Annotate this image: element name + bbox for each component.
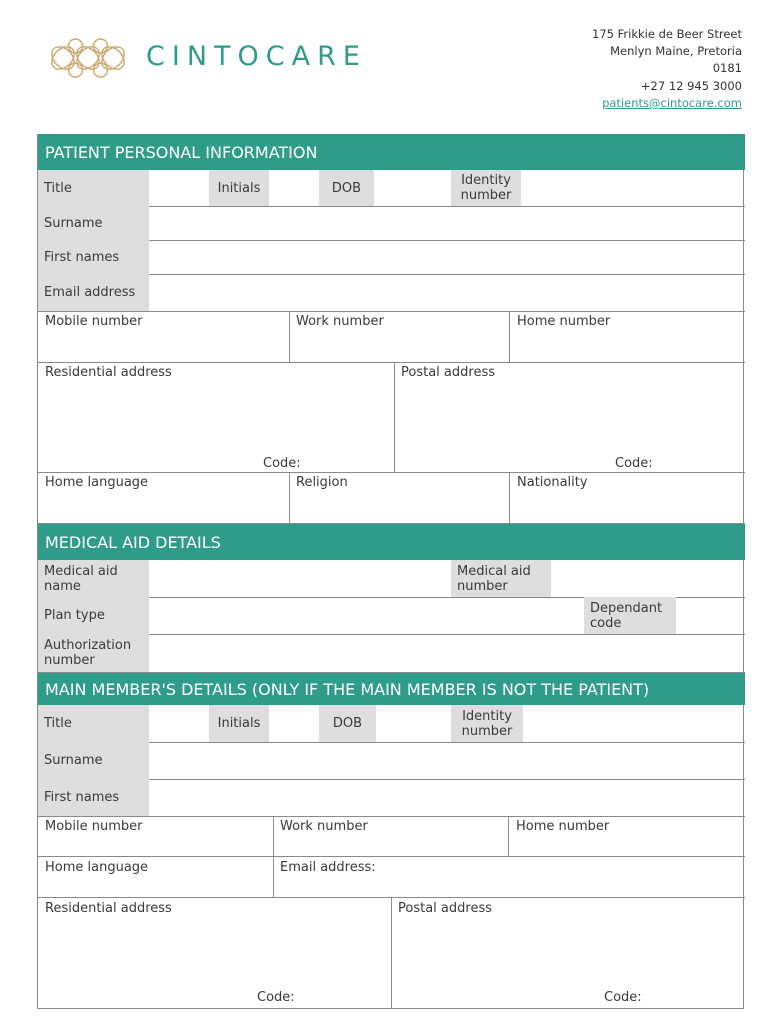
field-medical-aid-name[interactable] xyxy=(149,560,451,597)
field-first-names[interactable] xyxy=(149,240,745,274)
label-plan-type: Plan type xyxy=(38,597,149,634)
section-heading-main-member: MAIN MEMBER'S DETAILS (ONLY IF THE MAIN MEMBER IS NOT THE PATIENT) xyxy=(38,673,745,705)
field-mobile-number[interactable] xyxy=(38,330,289,362)
label-postal-code: Code: xyxy=(615,456,653,471)
address-street: 175 Frikkie de Beer Street xyxy=(592,27,742,41)
section-heading-patient: PATIENT PERSONAL INFORMATION xyxy=(38,134,745,170)
address-email-link[interactable]: patients@cintocare.com xyxy=(602,95,742,110)
label-nationality: Nationality xyxy=(517,475,588,490)
brand-name: CINTOCARE xyxy=(146,41,367,72)
label-member-postal-address: Postal address xyxy=(398,901,492,916)
label-member-surname: Surname xyxy=(38,742,149,779)
field-member-postal-address[interactable] xyxy=(391,918,745,1009)
logo xyxy=(38,30,398,86)
label-member-dob: DOB xyxy=(319,705,376,742)
label-dob: DOB xyxy=(319,170,374,206)
field-home-number[interactable] xyxy=(509,330,745,362)
field-residential-address[interactable] xyxy=(38,382,394,472)
field-authorization-number[interactable] xyxy=(149,634,745,672)
field-member-identity-number[interactable] xyxy=(523,705,745,742)
label-surname: Surname xyxy=(38,206,149,240)
field-member-residential-address[interactable] xyxy=(38,918,391,1009)
label-religion: Religion xyxy=(296,475,348,490)
label-member-initials: Initials xyxy=(209,705,269,742)
field-member-home-number[interactable] xyxy=(508,834,745,856)
field-work-number[interactable] xyxy=(289,330,509,362)
label-dependant-code: Dependant code xyxy=(584,597,676,634)
clinic-address xyxy=(592,26,742,112)
label-member-mobile-number: Mobile number xyxy=(45,819,143,834)
cintocare-knot-logo-icon xyxy=(38,30,138,86)
field-medical-aid-number[interactable] xyxy=(551,560,745,597)
field-member-email-address[interactable] xyxy=(393,856,745,897)
label-member-postal-code: Code: xyxy=(604,990,642,1005)
label-medical-aid-name: Medical aid name xyxy=(38,560,149,597)
field-identity-number[interactable] xyxy=(521,170,745,206)
field-religion[interactable] xyxy=(289,491,509,523)
field-home-language[interactable] xyxy=(38,491,289,523)
field-dob[interactable] xyxy=(374,170,451,206)
label-identity-number: Identity number xyxy=(451,170,521,206)
label-email-address: Email address xyxy=(38,274,149,311)
field-member-first-names[interactable] xyxy=(149,779,745,816)
address-postcode: 0181 xyxy=(712,61,742,76)
label-work-number: Work number xyxy=(296,314,384,329)
label-residential-address: Residential address xyxy=(45,365,172,380)
label-member-home-language: Home language xyxy=(45,860,149,875)
label-member-email-address: Email address: xyxy=(280,860,376,875)
label-mobile-number: Mobile number xyxy=(45,314,143,329)
section-heading-medical-aid: MEDICAL AID DETAILS xyxy=(38,524,745,560)
label-member-first-names: First names xyxy=(38,779,149,816)
field-member-mobile-number[interactable] xyxy=(38,834,273,856)
field-dependant-code[interactable] xyxy=(676,597,745,634)
label-home-number: Home number xyxy=(517,314,611,329)
label-home-language: Home language xyxy=(45,475,149,490)
address-phone: +27 12 945 3000 xyxy=(640,78,742,93)
field-member-title[interactable] xyxy=(149,705,209,742)
field-member-work-number[interactable] xyxy=(273,834,508,856)
label-postal-address: Postal address xyxy=(401,365,495,380)
label-member-title: Title xyxy=(38,705,149,742)
patient-registration-form xyxy=(37,134,744,1009)
field-member-initials[interactable] xyxy=(269,705,319,742)
label-authorization-number: Authorization number xyxy=(38,634,149,672)
label-first-names: First names xyxy=(38,240,149,274)
field-member-dob[interactable] xyxy=(376,705,451,742)
label-residential-code: Code: xyxy=(263,456,301,471)
field-nationality[interactable] xyxy=(509,491,745,523)
label-member-identity-number: Identity number xyxy=(451,705,523,742)
field-email-address[interactable] xyxy=(149,274,745,311)
label-member-residential-address: Residential address xyxy=(45,901,172,916)
field-postal-address[interactable] xyxy=(394,382,745,472)
label-initials: Initials xyxy=(209,170,269,206)
address-suburb: Menlyn Maine, Pretoria xyxy=(610,44,742,59)
field-member-home-language[interactable] xyxy=(38,876,273,897)
field-initials[interactable] xyxy=(269,170,319,206)
field-plan-type[interactable] xyxy=(149,597,584,634)
field-surname[interactable] xyxy=(149,206,745,240)
field-title[interactable] xyxy=(149,170,209,206)
field-member-surname[interactable] xyxy=(149,742,745,779)
label-member-home-number: Home number xyxy=(516,819,610,834)
label-member-work-number: Work number xyxy=(280,819,368,834)
label-medical-aid-number: Medical aid number xyxy=(451,560,551,597)
label-title: Title xyxy=(38,170,149,206)
label-member-residential-code: Code: xyxy=(257,990,295,1005)
